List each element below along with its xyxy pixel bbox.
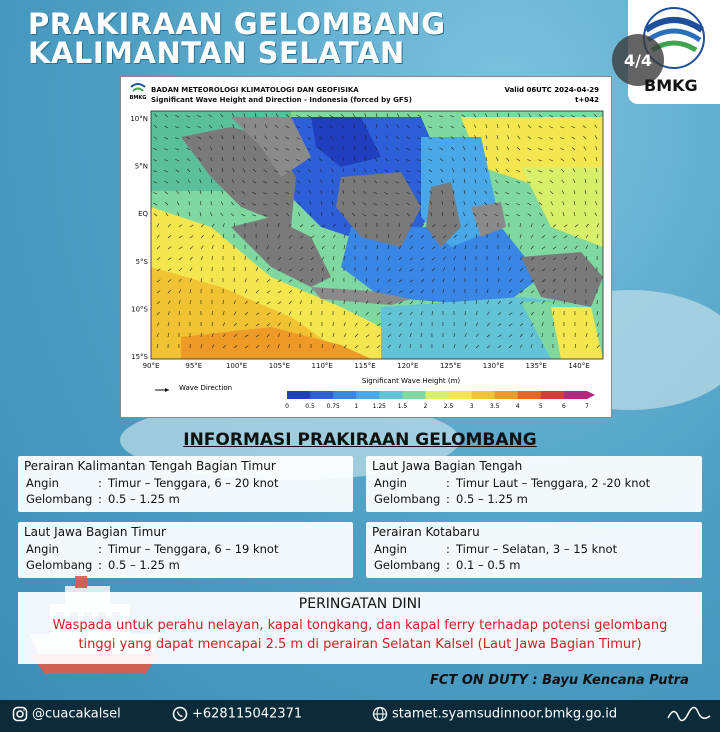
whatsapp-icon (172, 706, 188, 722)
colorbar-segment (518, 391, 542, 399)
whatsapp-number: +628115042371 (192, 706, 303, 722)
colorbar-tick: 2.5 (443, 403, 454, 410)
area-card (366, 456, 702, 512)
colon: : (98, 558, 102, 572)
colorbar-tick: 2 (423, 403, 428, 410)
latitude-label: 15°S (131, 353, 148, 361)
wave-label: Gelombang (374, 558, 441, 572)
area-card (18, 456, 353, 512)
globe-icon (372, 706, 388, 722)
colon: : (446, 492, 450, 506)
latitude-label: 10°N (130, 115, 148, 123)
wave-label: Gelombang (26, 492, 93, 506)
colorbar-tick: 7 (585, 403, 589, 410)
wind-label: Angin (26, 476, 59, 490)
info-section-title: INFORMASI PRAKIRAAN GELOMBANG (183, 430, 537, 450)
latitude-label: EQ (138, 210, 148, 219)
colorbar-tick: 4 (515, 403, 520, 410)
colorbar-tick: 6 (562, 403, 566, 410)
colon: : (98, 542, 102, 556)
wind-label: Angin (374, 476, 407, 490)
warning-line-1: Waspada untuk perahu nelayan, kapal tongkang, dan kapal ferry terhadap potensi gelombang (52, 618, 668, 633)
colon: : (446, 476, 450, 490)
colorbar-segment (402, 391, 426, 399)
wave-value: 0.5 – 1.25 m (108, 558, 180, 572)
latitude-label: 5°S (135, 257, 148, 266)
colorbar-segment (541, 391, 565, 399)
bmkg-logo-text: BMKG (644, 76, 698, 95)
latitude-label: 10°S (131, 305, 148, 314)
instagram-icon (12, 706, 28, 722)
longitude-label: 125°E (439, 362, 462, 370)
longitude-label: 120°E (397, 362, 419, 370)
website-url: stamet.syamsudinnoor.bmkg.go.id (392, 706, 618, 722)
warning-box (18, 592, 702, 664)
colorbar-segment (287, 391, 311, 399)
colorbar-segment (472, 391, 496, 399)
longitude-label: 95°E (185, 362, 203, 370)
longitude-label: 90°E (142, 362, 160, 370)
colorbar-tick: 5 (538, 403, 543, 410)
colorbar-tick: 1.5 (397, 403, 408, 410)
map-forecast-hour: t+042 (575, 96, 599, 104)
colorbar-segment (425, 391, 449, 399)
wave-height-map (121, 77, 611, 417)
area-card (366, 522, 702, 578)
colorbar-tick: 1 (354, 403, 359, 410)
wave-value: 0.5 – 1.25 m (108, 492, 180, 506)
signature-logo (666, 704, 716, 724)
map-subtitle: Significant Wave Height and Direction - Indonesia (forced by GFS) (151, 96, 412, 104)
area-card (18, 522, 353, 578)
wind-label: Angin (26, 542, 59, 556)
area-name: Perairan Kalimantan Tengah Bagian Timur (24, 459, 276, 473)
wave-label: Gelombang (26, 558, 93, 572)
colorbar-segment (356, 391, 380, 399)
map-valid: Valid 06UTC 2024-04-29 (504, 86, 599, 94)
wave-label: Gelombang (374, 492, 441, 506)
website-link[interactable] (372, 706, 617, 722)
longitude-label: 100°E (225, 362, 248, 370)
colon: : (446, 558, 450, 572)
colorbar-segment (333, 391, 357, 399)
longitude-label: 130°E (482, 362, 505, 370)
colorbar-segment (449, 391, 473, 399)
page-title (28, 7, 446, 70)
colon: : (98, 492, 102, 506)
wind-value: Timur – Tenggara, 6 – 20 knot (108, 476, 279, 490)
colorbar-tick: 0.75 (326, 403, 340, 410)
colorbar-segment (564, 391, 588, 399)
warning-text (18, 616, 702, 654)
instagram-link[interactable] (12, 706, 121, 722)
area-name: Perairan Kotabaru (372, 525, 480, 539)
longitude-label: 110°E (311, 362, 333, 370)
area-name: Laut Jawa Bagian Timur (24, 525, 166, 539)
footer (0, 700, 720, 732)
title-line-1: PRAKIRAAN GELOMBANG (28, 7, 446, 41)
wave-value: 0.5 – 1.25 m (456, 492, 528, 506)
colon: : (98, 476, 102, 490)
signature-icon (666, 704, 712, 724)
whatsapp-link[interactable] (172, 706, 302, 722)
longitude-label: 115°E (354, 362, 376, 370)
page-indicator: 4/4 (612, 34, 664, 86)
warning-title: PERINGATAN DINI (298, 596, 422, 612)
wind-label: Angin (374, 542, 407, 556)
wind-value: Timur Laut – Tenggara, 2 -20 knot (456, 476, 651, 490)
longitude-label: 140°E (568, 362, 590, 370)
longitude-label: 105°E (268, 362, 291, 370)
forecaster-on-duty: FCT ON DUTY : Bayu Kencana Putra (430, 673, 689, 688)
wind-value: Timur – Tenggara, 6 – 19 knot (108, 542, 279, 556)
latitude-label: 5°N (134, 162, 148, 171)
colorbar-tick: 1.25 (372, 403, 386, 410)
colorbar-tick: 0 (285, 403, 289, 410)
wind-value: Timur – Selatan, 3 – 15 knot (456, 542, 618, 556)
title-line-2: KALIMANTAN SELATAN (28, 36, 405, 70)
wave-value: 0.1 – 0.5 m (456, 558, 521, 572)
colorbar-segment (495, 391, 519, 399)
colorbar-title: Significant Wave Height (m) (361, 377, 461, 385)
colorbar-segment (310, 391, 334, 399)
colorbar-tick: 0.5 (305, 403, 315, 410)
map-logo-text: BMKG (129, 95, 147, 101)
area-name: Laut Jawa Bagian Tengah (372, 459, 523, 473)
warning-line-2: tinggi yang dapat mencapai 2.5 m di perairan Selatan Kalsel (Laut Jawa Bagian Timur) (78, 637, 642, 652)
instagram-handle: @cuacakalsel (32, 706, 121, 722)
wave-map (120, 76, 612, 418)
wave-direction-legend: Wave Direction (179, 384, 233, 392)
map-agency: BADAN METEOROLOGI KLIMATOLOGI DAN GEOFISIKA (151, 86, 359, 94)
colorbar-tick: 3 (469, 403, 474, 410)
colorbar-segment (379, 391, 403, 399)
colorbar-tick: 3.5 (489, 403, 500, 410)
colon: : (446, 542, 450, 556)
longitude-label: 135°E (525, 362, 547, 370)
map-plot-area (151, 111, 603, 359)
